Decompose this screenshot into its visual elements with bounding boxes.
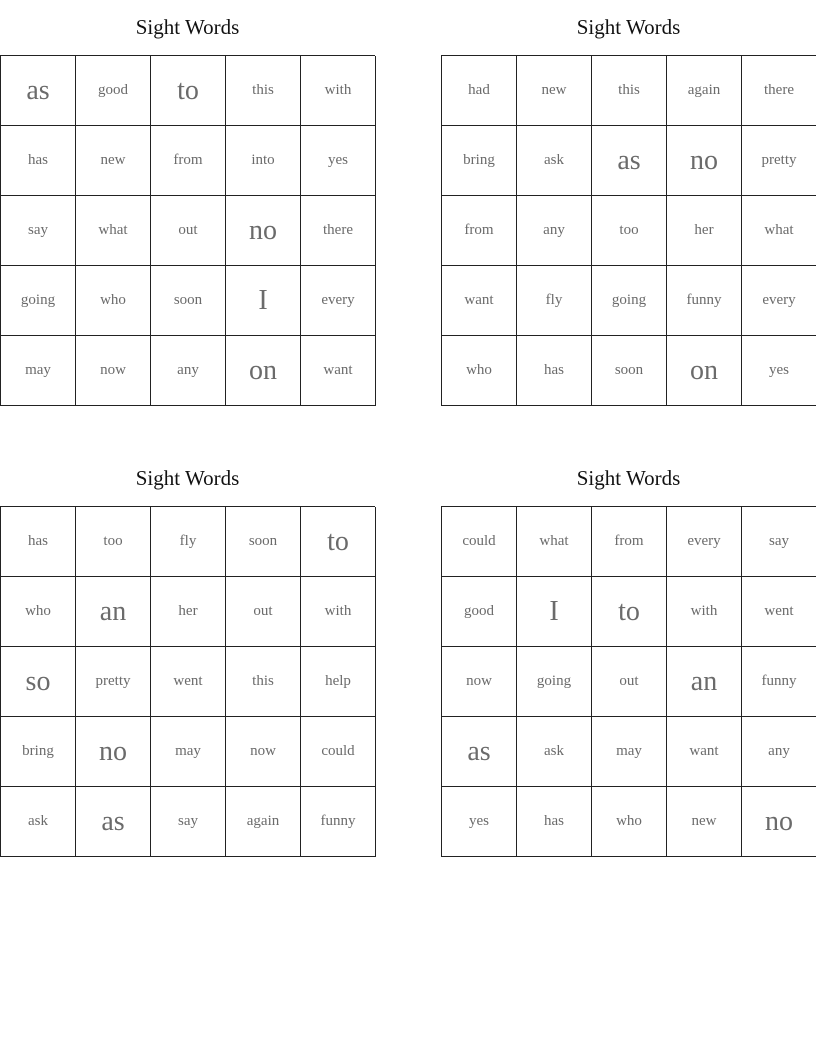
word-cell: her bbox=[667, 196, 742, 266]
word-cell: what bbox=[76, 196, 151, 266]
card-title: Sight Words bbox=[576, 466, 681, 490]
bingo-card-4 bbox=[441, 451, 816, 857]
word-cell: every bbox=[301, 266, 376, 336]
word-cell: new bbox=[76, 126, 151, 196]
word-cell: I bbox=[226, 266, 301, 336]
word-cell: soon bbox=[151, 266, 226, 336]
word-cell: from bbox=[151, 126, 226, 196]
word-cell: to bbox=[151, 56, 226, 126]
word-cell: could bbox=[442, 507, 517, 577]
word-cell: who bbox=[592, 787, 667, 857]
word-cell: may bbox=[151, 717, 226, 787]
word-cell: has bbox=[517, 787, 592, 857]
word-cell: now bbox=[226, 717, 301, 787]
word-cell: every bbox=[742, 266, 816, 336]
card-title: Sight Words bbox=[135, 15, 240, 39]
word-cell: this bbox=[226, 647, 301, 717]
word-cell: want bbox=[667, 717, 742, 787]
word-cell: any bbox=[742, 717, 816, 787]
word-cell: with bbox=[667, 577, 742, 647]
word-cell: yes bbox=[301, 126, 376, 196]
word-cell: pretty bbox=[76, 647, 151, 717]
word-cell: to bbox=[301, 507, 376, 577]
word-cell: there bbox=[301, 196, 376, 266]
word-grid bbox=[0, 55, 375, 406]
word-cell: this bbox=[592, 56, 667, 126]
word-cell: to bbox=[592, 577, 667, 647]
word-cell: her bbox=[151, 577, 226, 647]
word-cell: went bbox=[742, 577, 816, 647]
word-cell: want bbox=[301, 336, 376, 406]
word-cell: this bbox=[226, 56, 301, 126]
word-cell: there bbox=[742, 56, 816, 126]
word-cell: no bbox=[667, 126, 742, 196]
word-cell: has bbox=[517, 336, 592, 406]
word-cell: fly bbox=[517, 266, 592, 336]
word-cell: now bbox=[442, 647, 517, 717]
word-cell: may bbox=[1, 336, 76, 406]
word-cell: as bbox=[592, 126, 667, 196]
word-cell: pretty bbox=[742, 126, 816, 196]
word-cell: new bbox=[517, 56, 592, 126]
word-cell: had bbox=[442, 56, 517, 126]
word-cell: on bbox=[226, 336, 301, 406]
word-cell: went bbox=[151, 647, 226, 717]
word-cell: ask bbox=[517, 717, 592, 787]
word-cell: from bbox=[592, 507, 667, 577]
word-cell: into bbox=[226, 126, 301, 196]
word-cell: out bbox=[151, 196, 226, 266]
word-cell: any bbox=[151, 336, 226, 406]
word-cell: funny bbox=[667, 266, 742, 336]
word-cell: no bbox=[742, 787, 816, 857]
word-cell: say bbox=[742, 507, 816, 577]
word-cell: going bbox=[592, 266, 667, 336]
bingo-card-3 bbox=[0, 451, 375, 857]
word-cell: now bbox=[76, 336, 151, 406]
word-cell: as bbox=[1, 56, 76, 126]
word-cell: funny bbox=[742, 647, 816, 717]
word-cell: I bbox=[517, 577, 592, 647]
word-cell: any bbox=[517, 196, 592, 266]
word-grid bbox=[441, 506, 816, 857]
word-cell: out bbox=[592, 647, 667, 717]
word-cell: say bbox=[151, 787, 226, 857]
word-cell: new bbox=[667, 787, 742, 857]
word-cell: good bbox=[442, 577, 517, 647]
word-cell: what bbox=[517, 507, 592, 577]
word-cell: going bbox=[1, 266, 76, 336]
word-cell: want bbox=[442, 266, 517, 336]
word-cell: help bbox=[301, 647, 376, 717]
word-cell: ask bbox=[1, 787, 76, 857]
word-cell: fly bbox=[151, 507, 226, 577]
word-cell: out bbox=[226, 577, 301, 647]
word-cell: on bbox=[667, 336, 742, 406]
word-cell: what bbox=[742, 196, 816, 266]
word-cell: soon bbox=[592, 336, 667, 406]
word-cell: who bbox=[76, 266, 151, 336]
word-cell: has bbox=[1, 507, 76, 577]
word-cell: too bbox=[592, 196, 667, 266]
bingo-card-2 bbox=[441, 0, 816, 406]
word-cell: again bbox=[667, 56, 742, 126]
word-cell: bring bbox=[1, 717, 76, 787]
word-cell: every bbox=[667, 507, 742, 577]
word-cell: may bbox=[592, 717, 667, 787]
word-cell: bring bbox=[442, 126, 517, 196]
word-cell: no bbox=[76, 717, 151, 787]
word-cell: yes bbox=[442, 787, 517, 857]
word-cell: from bbox=[442, 196, 517, 266]
word-cell: again bbox=[226, 787, 301, 857]
word-grid bbox=[441, 55, 816, 406]
word-cell: an bbox=[667, 647, 742, 717]
word-cell: who bbox=[1, 577, 76, 647]
word-cell: say bbox=[1, 196, 76, 266]
word-cell: yes bbox=[742, 336, 816, 406]
word-cell: has bbox=[1, 126, 76, 196]
word-cell: as bbox=[442, 717, 517, 787]
word-cell: too bbox=[76, 507, 151, 577]
word-cell: who bbox=[442, 336, 517, 406]
card-title: Sight Words bbox=[135, 466, 240, 490]
word-cell: soon bbox=[226, 507, 301, 577]
word-cell: good bbox=[76, 56, 151, 126]
word-cell: with bbox=[301, 577, 376, 647]
word-cell: could bbox=[301, 717, 376, 787]
word-grid bbox=[0, 506, 375, 857]
word-cell: an bbox=[76, 577, 151, 647]
bingo-card-1 bbox=[0, 0, 375, 406]
word-cell: no bbox=[226, 196, 301, 266]
word-cell: as bbox=[76, 787, 151, 857]
word-cell: ask bbox=[517, 126, 592, 196]
word-cell: going bbox=[517, 647, 592, 717]
word-cell: with bbox=[301, 56, 376, 126]
word-cell: so bbox=[1, 647, 76, 717]
word-cell: funny bbox=[301, 787, 376, 857]
card-title: Sight Words bbox=[576, 15, 681, 39]
